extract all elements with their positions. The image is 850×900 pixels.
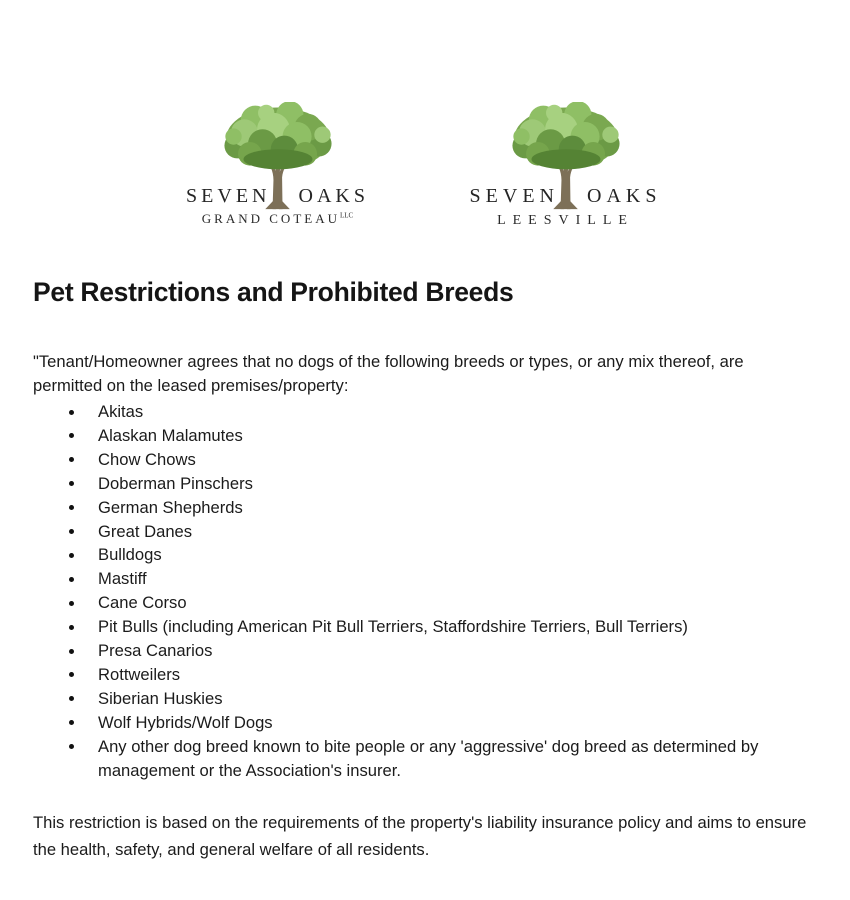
logo-row [33, 0, 810, 229]
logo-seven-oaks-leesville [451, 102, 681, 229]
logo-subtitle [497, 213, 634, 229]
logo-wordmark [470, 185, 662, 208]
list-item: Pit Bulls (including American Pit Bull Terriers, Staffordshire Terriers, Bull Terriers) [33, 615, 810, 639]
list-item: Cane Corso [33, 591, 810, 615]
breed-list [33, 400, 810, 783]
list-item: Mastiff [33, 567, 810, 591]
page-title: Pet Restrictions and Prohibited Breeds [33, 277, 514, 307]
list-item: Any other dog breed known to bite people or any 'aggressive' dog breed as determined by management or the Association's insurer. [33, 735, 810, 783]
list-item: Rottweilers [33, 663, 810, 687]
closing-paragraph: This restriction is based on the requirements of the property's liability insurance policy and aims to ensure the health, safety, and general welfare of all residents. [33, 812, 807, 859]
logo-word-oaks: OAKS [298, 185, 369, 207]
list-item: Akitas [33, 400, 810, 424]
logo-subtitle-text: GRAND COTEAU [201, 211, 340, 226]
list-item: Great Danes [33, 520, 810, 544]
list-item: Chow Chows [33, 448, 810, 472]
logo-subtitle [202, 211, 353, 227]
list-item: Bulldogs [33, 543, 810, 567]
list-item: Siberian Huskies [33, 687, 810, 711]
logo-word-seven: SEVEN [186, 185, 271, 207]
list-item: German Shepherds [33, 496, 810, 520]
intro-paragraph: "Tenant/Homeowner agrees that no dogs of the following breeds or types, or any mix thereof, are permitted on the leased premises/property: [33, 352, 744, 395]
list-item: Alaskan Malamutes [33, 424, 810, 448]
logo-subtitle-text: LEESVILLE [497, 213, 634, 228]
list-item: Doberman Pinschers [33, 472, 810, 496]
logo-word-oaks: OAKS [587, 185, 662, 207]
logo-subtitle-llc: LLC [339, 211, 354, 220]
list-item: Presa Canarios [33, 639, 810, 663]
logo-seven-oaks-grand-coteau [163, 102, 393, 227]
list-item: Wolf Hybrids/Wolf Dogs [33, 711, 810, 735]
logo-wordmark [186, 185, 369, 208]
logo-word-seven: SEVEN [469, 185, 559, 207]
